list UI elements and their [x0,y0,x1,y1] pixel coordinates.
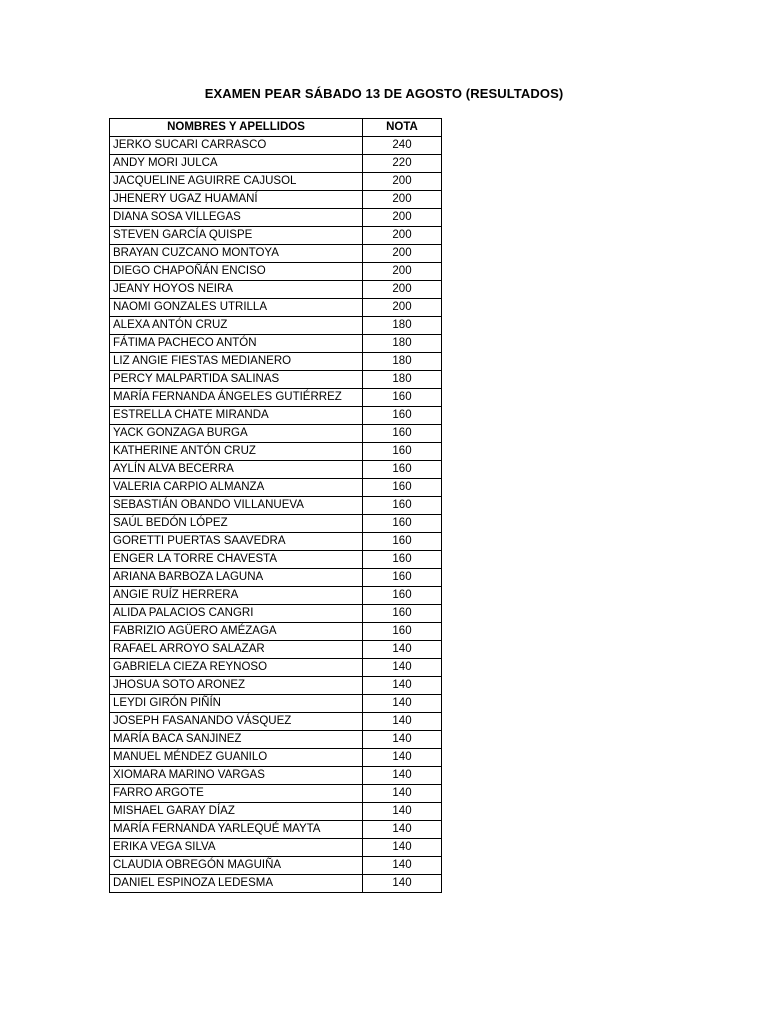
score-cell: 140 [363,713,442,731]
score-cell: 160 [363,515,442,533]
score-cell: 140 [363,767,442,785]
table-row [110,677,442,695]
score-cell: 140 [363,695,442,713]
table-row [110,659,442,677]
table-row [110,731,442,749]
table-row [110,299,442,317]
table-row [110,569,442,587]
score-cell: 140 [363,785,442,803]
score-cell: 140 [363,731,442,749]
score-cell: 140 [363,677,442,695]
table-row [110,461,442,479]
student-name-cell: DIANA SOSA VILLEGAS [110,209,363,227]
student-name-cell: MANUEL MÉNDEZ GUANILO [110,749,363,767]
student-name-cell: RAFAEL ARROYO SALAZAR [110,641,363,659]
table-row [110,803,442,821]
score-cell: 200 [363,191,442,209]
table-row [110,839,442,857]
table-row [110,245,442,263]
table-row [110,227,442,245]
table-row [110,821,442,839]
score-cell: 200 [363,209,442,227]
score-cell: 160 [363,551,442,569]
score-cell: 200 [363,245,442,263]
student-name-cell: MARÍA BACA SANJINEZ [110,731,363,749]
student-name-cell: JHENERY UGAZ HUAMANÍ [110,191,363,209]
student-name-cell: DIEGO CHAPOÑÁN ENCISO [110,263,363,281]
table-row [110,443,442,461]
table-row [110,749,442,767]
score-cell: 160 [363,533,442,551]
table-row [110,587,442,605]
table-row [110,695,442,713]
student-name-cell: AYLÍN ALVA BECERRA [110,461,363,479]
table-row [110,281,442,299]
student-name-cell: ALIDA PALACIOS CANGRI [110,605,363,623]
table-row [110,641,442,659]
student-name-cell: VALERIA CARPIO ALMANZA [110,479,363,497]
table-row [110,317,442,335]
table-row [110,857,442,875]
score-cell: 140 [363,641,442,659]
score-cell: 140 [363,857,442,875]
table-row [110,551,442,569]
score-cell: 220 [363,155,442,173]
table-row [110,191,442,209]
results-table [109,118,442,893]
student-name-cell: LIZ ANGIE FIESTAS MEDIANERO [110,353,363,371]
score-cell: 200 [363,263,442,281]
student-name-cell: KATHERINE ANTÓN CRUZ [110,443,363,461]
student-name-cell: MARÍA FERNANDA ÁNGELES GUTIÉRREZ [110,389,363,407]
student-name-cell: ESTRELLA CHATE MIRANDA [110,407,363,425]
table-header-row [110,119,442,137]
table-row [110,479,442,497]
student-name-cell: DANIEL ESPINOZA LEDESMA [110,875,363,893]
table-row [110,353,442,371]
score-cell: 200 [363,281,442,299]
table-row [110,173,442,191]
student-name-cell: GABRIELA CIEZA REYNOSO [110,659,363,677]
student-name-cell: ERIKA VEGA SILVA [110,839,363,857]
score-cell: 140 [363,749,442,767]
score-cell: 160 [363,605,442,623]
score-cell: 160 [363,587,442,605]
table-row [110,713,442,731]
student-name-cell: SAÚL BEDÓN LÓPEZ [110,515,363,533]
table-row [110,497,442,515]
student-name-cell: SEBASTIÁN OBANDO VILLANUEVA [110,497,363,515]
student-name-cell: XIOMARA MARINO VARGAS [110,767,363,785]
table-row [110,767,442,785]
table-row [110,785,442,803]
score-cell: 200 [363,227,442,245]
table-row [110,335,442,353]
score-cell: 160 [363,461,442,479]
score-cell: 160 [363,569,442,587]
score-cell: 180 [363,353,442,371]
score-cell: 160 [363,623,442,641]
student-name-cell: NAOMI GONZALES UTRILLA [110,299,363,317]
table-row [110,623,442,641]
score-cell: 140 [363,875,442,893]
student-name-cell: YACK GONZAGA BURGA [110,425,363,443]
student-name-cell: CLAUDIA OBREGÓN MAGUIÑA [110,857,363,875]
student-name-cell: FABRIZIO AGÜERO AMÉZAGA [110,623,363,641]
score-cell: 180 [363,335,442,353]
score-cell: 160 [363,497,442,515]
table-row [110,389,442,407]
student-name-cell: GORETTI PUERTAS SAAVEDRA [110,533,363,551]
student-name-cell: ANDY MORI JULCA [110,155,363,173]
column-header-score: NOTA [363,119,442,137]
student-name-cell: FARRO ARGOTE [110,785,363,803]
results-table-body [110,137,442,893]
student-name-cell: ALEXA ANTÓN CRUZ [110,317,363,335]
score-cell: 160 [363,389,442,407]
score-cell: 200 [363,299,442,317]
student-name-cell: ENGER LA TORRE CHAVESTA [110,551,363,569]
table-row [110,515,442,533]
table-row [110,155,442,173]
student-name-cell: JEANY HOYOS NEIRA [110,281,363,299]
score-cell: 140 [363,803,442,821]
student-name-cell: JOSEPH FASANANDO VÁSQUEZ [110,713,363,731]
student-name-cell: STEVEN GARCÍA QUISPE [110,227,363,245]
score-cell: 160 [363,425,442,443]
student-name-cell: BRAYAN CUZCANO MONTOYA [110,245,363,263]
table-row [110,209,442,227]
score-cell: 140 [363,839,442,857]
student-name-cell: JACQUELINE AGUIRRE CAJUSOL [110,173,363,191]
student-name-cell: FÁTIMA PACHECO ANTÓN [110,335,363,353]
score-cell: 180 [363,371,442,389]
student-name-cell: MISHAEL GARAY DÍAZ [110,803,363,821]
student-name-cell: LEYDI GIRÓN PIÑÍN [110,695,363,713]
table-row [110,425,442,443]
table-row [110,533,442,551]
score-cell: 160 [363,479,442,497]
table-row [110,875,442,893]
table-row [110,137,442,155]
document-title: EXAMEN PEAR SÁBADO 13 DE AGOSTO (RESULTADOS) [204,86,564,101]
score-cell: 200 [363,173,442,191]
column-header-name: NOMBRES Y APELLIDOS [110,119,363,137]
score-cell: 160 [363,407,442,425]
score-cell: 140 [363,659,442,677]
table-row [110,263,442,281]
score-cell: 240 [363,137,442,155]
table-row [110,407,442,425]
score-cell: 160 [363,443,442,461]
table-row [110,605,442,623]
student-name-cell: ARIANA BARBOZA LAGUNA [110,569,363,587]
student-name-cell: JERKO SUCARI CARRASCO [110,137,363,155]
table-row [110,371,442,389]
student-name-cell: ANGIE RUÍZ HERRERA [110,587,363,605]
score-cell: 180 [363,317,442,335]
student-name-cell: PERCY MALPARTIDA SALINAS [110,371,363,389]
student-name-cell: JHOSUA SOTO ARONEZ [110,677,363,695]
student-name-cell: MARÍA FERNANDA YARLEQUÉ MAYTA [110,821,363,839]
score-cell: 140 [363,821,442,839]
